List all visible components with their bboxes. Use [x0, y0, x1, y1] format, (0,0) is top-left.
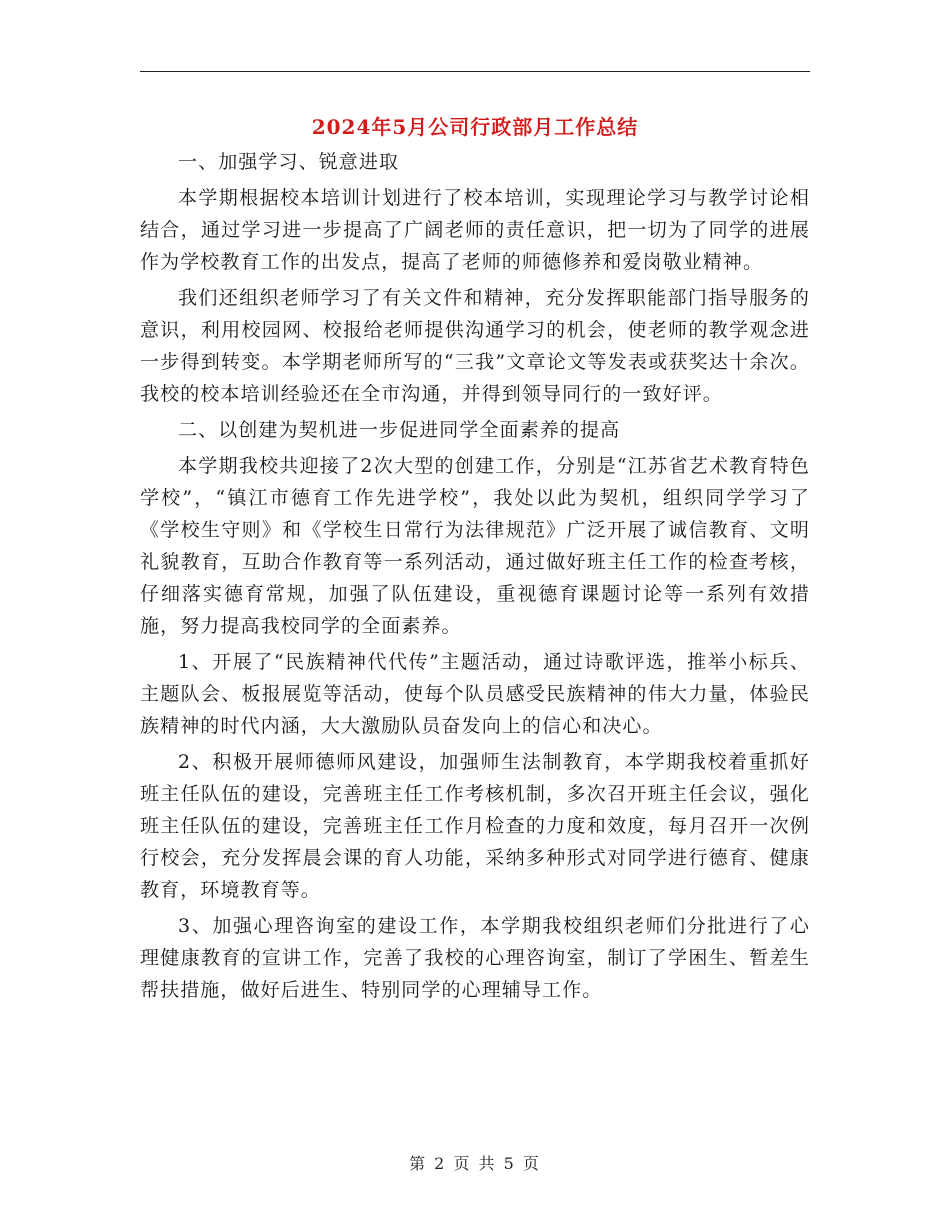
section-heading-2: 二、以创建为契机进一步促进同学全面素养的提高	[178, 419, 621, 441]
paragraph-4: 1、开展了“民族精神代代传”主题活动，通过诗歌评选，推举小标兵、主题队会、板报展览等活动，使每个队员感受民族精神的伟大力量，体验民族精神的时代内涵，大大激励队员奋发向上的信心和决心。	[140, 651, 810, 737]
paragraph-6: 3、加强心理咨询室的建设工作，本学期我校组织老师们分批进行了心理健康教育的宣讲工作，完善了我校的心理咨询室，制订了学困生、暂差生帮扶措施，做好后进生、特别同学的心理辅导工作。	[140, 915, 810, 1001]
header-rule	[140, 71, 810, 72]
document-body	[140, 146, 810, 1006]
paragraph-3: 本学期我校共迎接了2次大型的创建工作，分别是“江苏省艺术教育特色学校”，“镇江市德育工作先进学校”，我处以此为契机，组织同学学习了《学校生守则》和《学校生日常行为法律规范》广泛开展了诚信教育、文明礼貌教育，互助合作教育等一系列活动，通过做好班主任工作的检查考核，仔细落实德育常规，加强了队伍建设，重视德育课题讨论等一系列有效措施，努力提高我校同学的全面素养。	[140, 455, 810, 637]
paragraph-5: 2、积极开展师德师风建设，加强师生法制教育，本学期我校着重抓好班主任队伍的建设，完善班主任工作考核机制，多次召开班主任会议，强化班主任队伍的建设，完善班主任工作月检查的力度和效度，每月召开一次例行校会，充分发挥晨会课的育人功能，采纳多种形式对同学进行德育、健康教育，环境教育等。	[140, 751, 810, 901]
page-footer: 第 2 页 共 5 页	[409, 1154, 541, 1173]
document-title: 2024年5月公司行政部月工作总结	[311, 115, 639, 139]
section-heading-1: 一、加强学习、锐意进取	[178, 151, 400, 173]
paragraph-1: 本学期根据校本培训计划进行了校本培训，实现理论学习与教学讨论相结合，通过学习进一步提高了广阔老师的责任意识，把一切为了同学的进展作为学校教育工作的出发点，提高了老师的师德修养和爱岗敬业精神。	[140, 187, 810, 273]
paragraph-2: 我们还组织老师学习了有关文件和精神，充分发挥职能部门指导服务的意识，利用校园网、校报给老师提供沟通学习的机会，使老师的教学观念进一步得到转变。本学期老师所写的“三我”文章论文等发表或获奖达十余次。我校的校本培训经验还在全市沟通，并得到领导同行的一致好评。	[140, 287, 810, 405]
